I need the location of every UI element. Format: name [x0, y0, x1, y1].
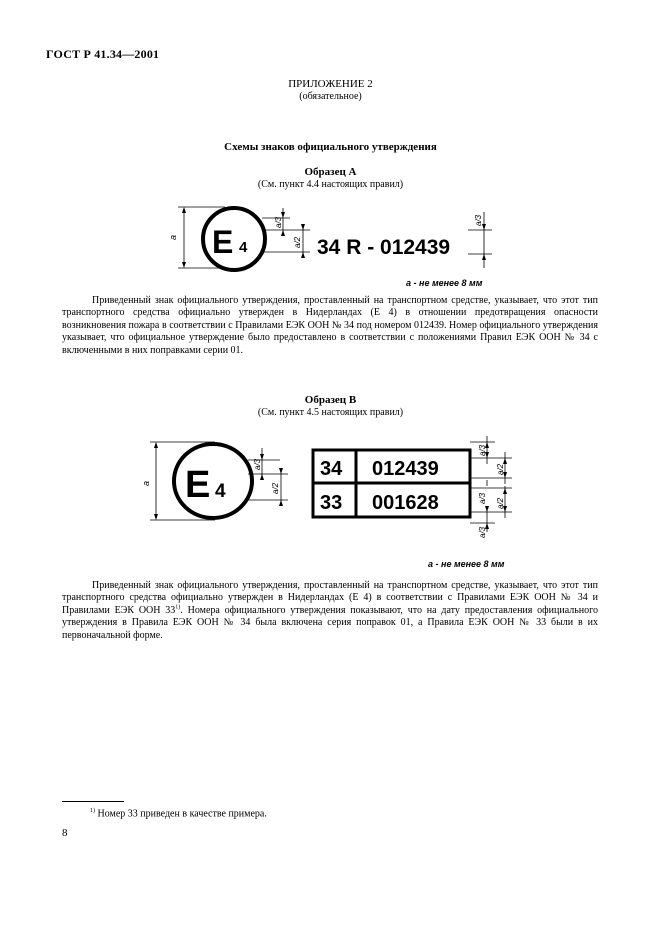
- row1-number: 012439: [372, 458, 439, 480]
- footnote-ref: 1): [175, 604, 181, 611]
- dimension-a3-a2-b: [248, 448, 288, 506]
- dim-a2-top: a/2: [496, 463, 505, 475]
- appendix-subtitle: (обязательное): [299, 91, 362, 102]
- footnote: [90, 808, 267, 819]
- document-header: ГОСТ Р 41.34—2001: [46, 47, 160, 61]
- letter-e-b: E: [185, 464, 211, 506]
- row2-reg: 33: [320, 492, 343, 514]
- size-note: a - не менее 8 мм: [406, 278, 483, 288]
- dim-a2-label: a/2: [293, 236, 302, 248]
- row1-reg: 34: [320, 458, 343, 480]
- dim-a3-bottom: a/3: [478, 526, 487, 538]
- size-note-b: a - не менее 8 мм: [428, 559, 505, 569]
- footnote-mark: 1): [90, 808, 95, 814]
- footnote-divider: [62, 801, 124, 802]
- country-code: 4: [239, 239, 248, 256]
- dimension-a3-a2: [262, 208, 310, 258]
- letter-e: E: [212, 224, 234, 260]
- appendix-title: ПРИЛОЖЕНИЕ 2: [288, 78, 373, 90]
- dimension-number-height: [468, 212, 492, 268]
- sample-b-paragraph-part1: Приведенный знак официального утверждения, проставленный на транспортном средстве, указывает, что этот тип транспортного средства официально утвержден в Нидерландах (Е 4) в соответствии с Правилами ЕЭК ООН № 34 и Правилами ЕЭК ООН 33: [62, 580, 598, 616]
- approval-number: 34 R - 012439: [317, 236, 451, 259]
- footnote-text: Номер 33 приведен в качестве примера.: [97, 808, 267, 820]
- sample-b-paragraph: [62, 580, 598, 642]
- sample-a-paragraph: Приведенный знак официального утверждения, проставленный на транспортном средстве, указывает, что этот тип транспортного средства официально утвержден в Нидерландах (Е 4) в отношении предотвращения опасности возникновения пожара в соответствии с Правилами ЕЭК ООН № 34 под номером 012439. Номер официального утверждения указывает, что официальное утверждение было предоставлено в соответствии с положениями Правил ЕЭК ООН № 34 с включенными в них поправками серии 01.: [62, 295, 598, 356]
- sample-a-mark: [0, 0, 661, 300]
- section-title: Схемы знаков официального утверждения: [224, 141, 437, 153]
- dim-a3-top: a/3: [478, 444, 487, 456]
- sample-a-title: Образец А: [304, 166, 357, 178]
- sample-b-mark: [0, 420, 661, 580]
- page-number: 8: [62, 827, 68, 839]
- sample-a-reference: (См. пункт 4.4 настоящих правил): [257, 179, 404, 190]
- approval-table: [313, 450, 470, 517]
- dim-a3-label-b: a/3: [253, 458, 262, 470]
- sample-b-title: Образец В: [304, 394, 357, 406]
- sample-b-reference: (См. пункт 4.5 настоящих правил): [257, 407, 404, 418]
- dim-a3-label-right: a/3: [474, 214, 483, 226]
- dim-a3-middle: a/3: [478, 492, 487, 504]
- dim-a-label-b: a: [141, 480, 151, 486]
- dim-a-label: a: [168, 234, 178, 240]
- country-code-b: 4: [215, 481, 226, 502]
- dim-a2-label-b: a/2: [271, 482, 280, 494]
- row2-number: 001628: [372, 492, 439, 514]
- dimension-table-right: [470, 436, 512, 538]
- dim-a3-label: a/3: [274, 216, 283, 228]
- dim-a2-bottom: a/2: [496, 497, 505, 509]
- sample-b-paragraph-part2: . Номера официального утверждения показывают, что на дату предоставления официального утверждения в Правила ЕЭК ООН № 34 была включена серия поправок 01, а Правила ЕЭК ООН № 33 были в их первоначальной форме.: [62, 604, 598, 641]
